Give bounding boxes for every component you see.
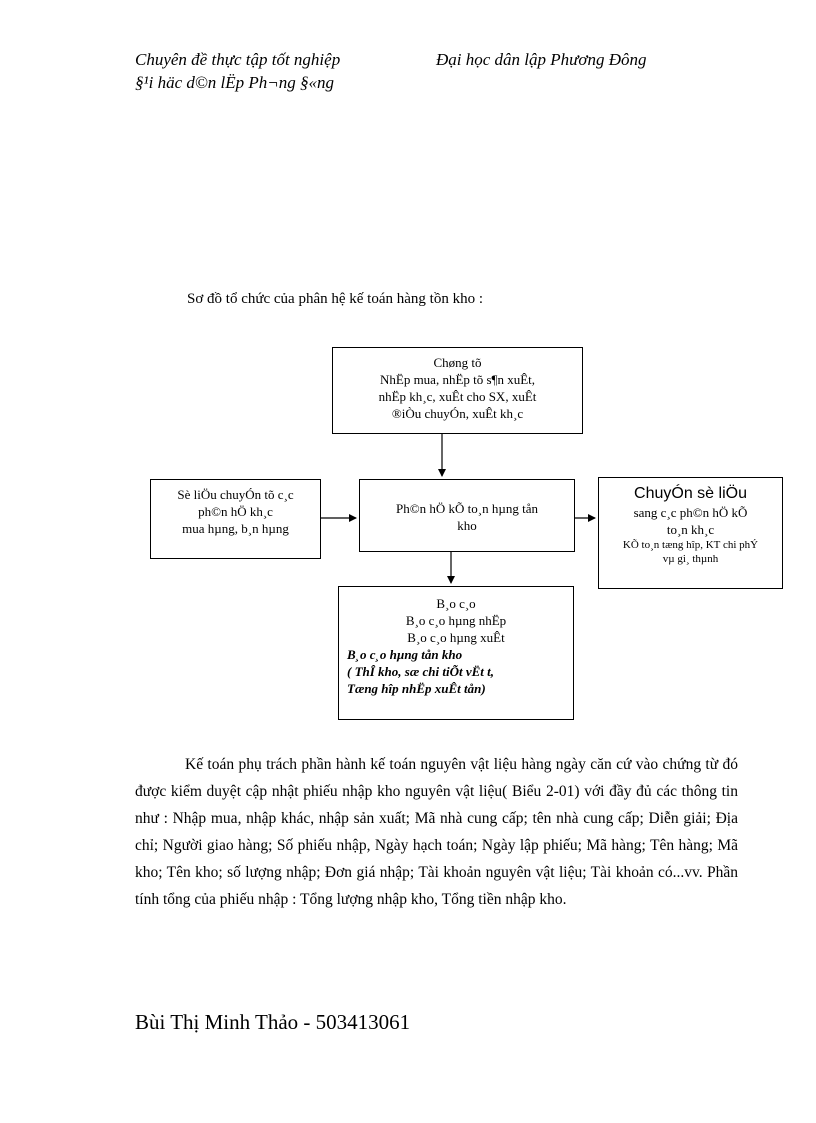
transfer-small-line: KÕ to¸n tæng hîp, KT chi phÝ xyxy=(622,539,759,551)
sources-line: ph©n hÖ kh¸c xyxy=(198,504,273,519)
vouchers-box xyxy=(332,347,583,434)
module-line: kho xyxy=(457,518,477,533)
header-university: Đại học dân lập Phương Đông xyxy=(436,50,647,69)
reports-box xyxy=(338,586,574,720)
transfer-line: to¸n kh¸c xyxy=(666,522,715,537)
reports-line: B¸o c¸o hµng xuÊt xyxy=(407,630,505,645)
reports-line: B¸o c¸o xyxy=(436,596,476,611)
transfer-small-line: vµ gi¸ thµnh xyxy=(662,553,719,565)
vouchers-line: nhËp kh¸c, xuÊt cho SX, xuÊt xyxy=(378,389,537,404)
transfer-heading: ChuyÓn sè liÖu xyxy=(634,485,747,502)
vouchers-line: Chøng tõ xyxy=(433,355,482,370)
vouchers-line: NhËp mua, nhËp tõ s¶n xuÊt, xyxy=(379,372,536,387)
reports-bold-line: B¸o c¸o hµng tån kho xyxy=(347,647,463,662)
sources-line: mua hµng, b¸n hµng xyxy=(182,521,289,536)
reports-bold-line: ( ThÎ kho, sæ chi tiÕt vËt t, xyxy=(347,664,494,679)
header-university-legacy-font: §¹i häc d©n lËp Ph¬ng §«ng xyxy=(135,73,334,92)
sources-line: Sè liÖu chuyÓn tõ c¸c xyxy=(177,487,294,502)
data-sources-box xyxy=(150,479,321,559)
data-transfer-box xyxy=(598,477,783,589)
reports-line: B¸o c¸o hµng nhËp xyxy=(405,613,507,628)
body-paragraph: Kế toán phụ trách phần hành kế toán nguyên vật liệu hàng ngày căn cứ vào chứng từ đó được kiểm duyệt cập nhật phiếu nhập kho nguyên vật liệu( Biểu 2-01) với đầy đủ các thông tin như : Nhập mua, nhập khác, nhập sản xuất; Mã nhà cung cấp; tên nhà cung cấp; Diễn giải; Địa chỉ; Người giao hàng; Số phiếu nhập, Ngày hạch toán; Ngày lập phiếu; Mã hàng; Tên hàng; Mã kho; Tên kho; số lượng nhập; Đơn giá nhập; Tài khoản nguyên vật liệu; Tài khoản có...vv. Phần tính tổng của phiếu nhập : Tổng lượng nhập kho, Tổng tiền nhập kho. xyxy=(135,756,738,908)
header-thesis-title: Chuyên đề thực tập tốt nghiệp xyxy=(135,50,341,69)
author-footer: Bùi Thị Minh Thảo - 503413061 xyxy=(135,1010,411,1034)
reports-bold-line: Tæng hîp nhËp xuÊt tån) xyxy=(347,681,486,696)
module-line: Ph©n hÖ kÕ to¸n hµng tån xyxy=(396,501,538,516)
transfer-line: sang c¸c ph©n hÖ kÕ xyxy=(633,505,748,520)
diagram-title: Sơ đồ tổ chức của phân hệ kế toán hàng tồn kho : xyxy=(187,291,483,307)
inventory-module-box xyxy=(359,479,575,552)
vouchers-line: ®iÒu chuyÓn, xuÊt kh¸c xyxy=(391,406,524,421)
